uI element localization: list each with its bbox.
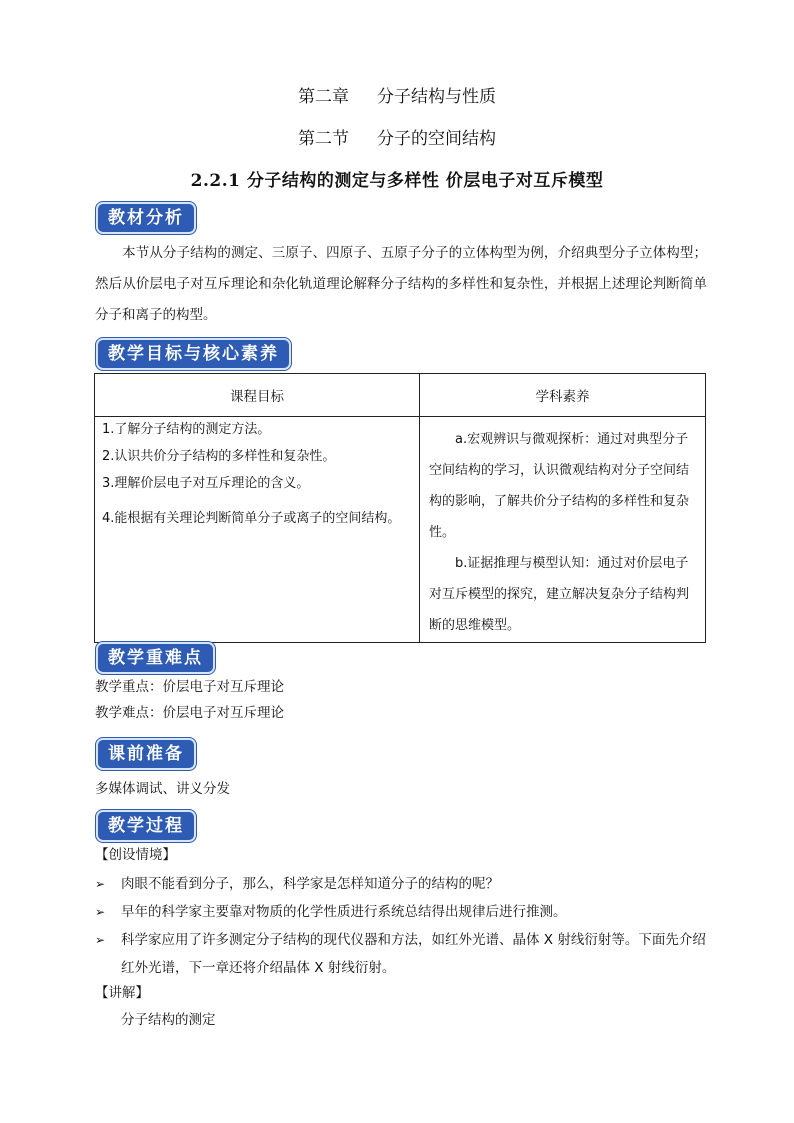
- teaching-difficult-point: 教学难点：价层电子对互斥理论: [95, 705, 284, 721]
- goals-badge: 教学目标与核心素养: [96, 338, 291, 370]
- analysis-text: 本节从分子结构的测定、三原子、四原子、五原子分子的立体构型为例，介绍典型分子立体构型；然后从价层电子对互斥理论和杂化轨道理论解释分子结构的多样性和复杂性，并根据上述理论判断简单分子和离子的构型。: [95, 245, 707, 323]
- course-goals-cell: [95, 417, 420, 643]
- chapter-title: 分子结构与性质: [377, 87, 496, 107]
- course-goal-item: 1.了解分子结构的测定方法。: [102, 422, 271, 437]
- chapter-number: 第二章: [298, 87, 349, 107]
- bullet-text: 肉眼不能看到分子，那么，科学家是怎样知道分子的结构的呢？: [121, 876, 499, 892]
- list-item: [95, 898, 707, 926]
- course-goal-item: 2.认识共价分子结构的多样性和复杂性。: [102, 449, 336, 464]
- goals-header-course: 课程目标: [95, 374, 420, 417]
- section-number: 第二节: [298, 129, 349, 149]
- literacy-cell: [420, 417, 706, 643]
- arrow-bullet-icon: ➢: [95, 877, 106, 891]
- list-item: [95, 926, 707, 982]
- literacy-text: b.证据推理与模型认知：通过对价层电子对互斥模型的探究，建立解决复杂分子结构判断的思维模型。: [429, 556, 690, 633]
- preparation-badge: 课前准备: [96, 738, 196, 770]
- list-item: [95, 870, 707, 898]
- arrow-bullet-icon: ➢: [95, 905, 106, 919]
- preparation-text: 多媒体调试、讲义分发: [95, 781, 230, 797]
- key-points-badge: 教学重难点: [96, 642, 215, 674]
- teaching-key-point: 教学重点：价层电子对互斥理论: [95, 679, 284, 695]
- bullet-text: 早年的科学家主要靠对物质的化学性质进行系统总结得出规律后进行推测。: [121, 904, 567, 920]
- section-heading: [0, 124, 794, 149]
- scenario-bullet-list: [95, 870, 707, 982]
- analysis-paragraph: [95, 238, 707, 331]
- goals-table: [94, 373, 706, 643]
- scenario-label: 【创设情境】: [95, 847, 176, 863]
- literacy-item: [421, 548, 704, 641]
- lesson-title: 2.2.1 分子结构的测定与多样性 价层电子对互斥模型: [190, 171, 604, 191]
- arrow-bullet-icon: ➢: [95, 933, 106, 947]
- goals-header-literacy: 学科素养: [420, 374, 706, 417]
- course-goal-item: 4.能根据有关理论判断简单分子或离子的空间结构。: [102, 511, 401, 526]
- lecture-text: 分子结构的测定: [121, 1012, 216, 1028]
- process-badge: 教学过程: [96, 810, 196, 842]
- bullet-text: 科学家应用了许多测定分子结构的现代仪器和方法，如红外光谱、晶体 X 射线衍射等。下面先介绍红外光谱，下一章还将介绍晶体 X 射线衍射。: [121, 932, 706, 976]
- literacy-text: a.宏观辨识与微观探析：通过对典型分子空间结构的学习，认识微观结构对分子空间结构的影响，了解共价分子结构的多样性和复杂性。: [429, 432, 690, 540]
- textbook-analysis-badge: 教材分析: [96, 202, 196, 234]
- chapter-heading: [0, 82, 794, 107]
- section-title: 分子的空间结构: [377, 129, 496, 149]
- literacy-item: [421, 418, 704, 548]
- course-goal-item: 3.理解价层电子对互斥理论的含义。: [102, 476, 310, 491]
- lecture-label: 【讲解】: [95, 985, 149, 1001]
